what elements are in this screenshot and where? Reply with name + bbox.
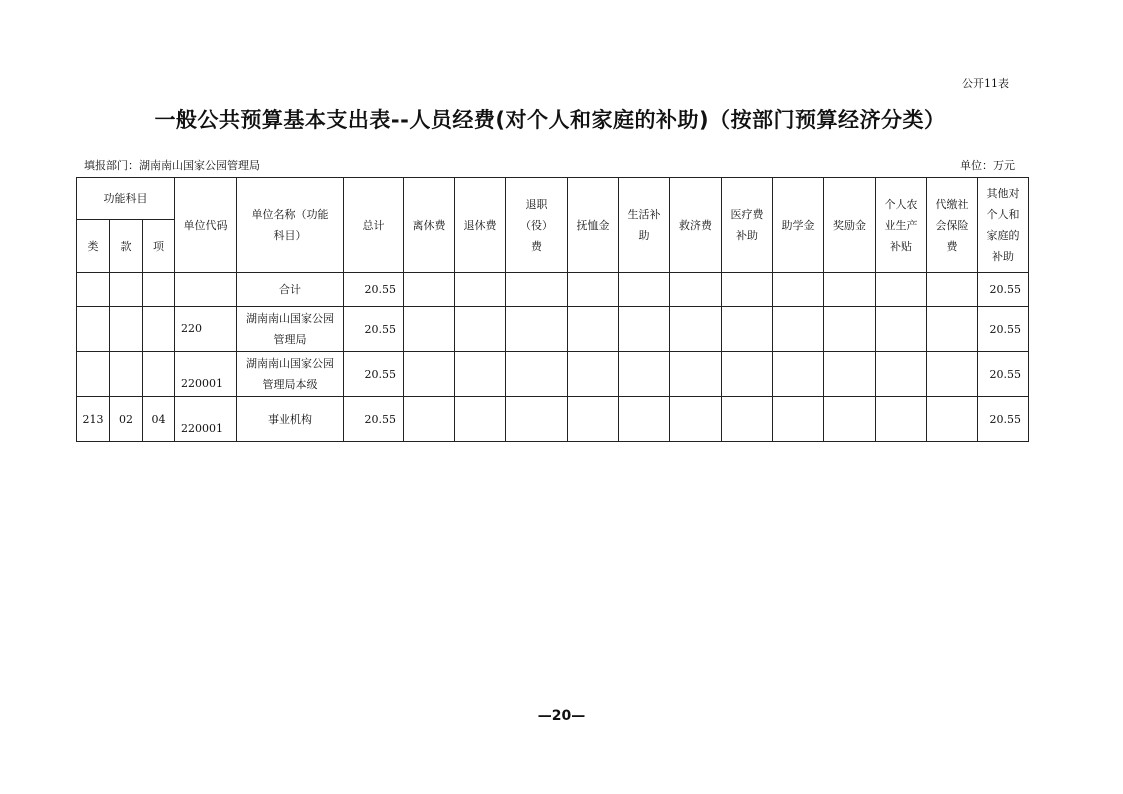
header-kuan: 款 bbox=[110, 220, 143, 273]
header-daijiao: 代缴社会保险费 bbox=[927, 178, 978, 273]
page-title: 一般公共预算基本支出表--人员经费(对个人和家庭的补助)（按部门预算经济分类） bbox=[154, 108, 946, 132]
header-shenghuo: 生活补助 bbox=[619, 178, 670, 273]
cell-kuan bbox=[110, 273, 143, 307]
form-number: 公开11表 bbox=[962, 77, 1009, 90]
cell-total: 20.55 bbox=[344, 307, 404, 352]
cell-total: 20.55 bbox=[344, 397, 404, 442]
cell-unit-code: 220001 bbox=[175, 352, 237, 397]
header-fuxu: 抚恤金 bbox=[568, 178, 619, 273]
header-tuizhi: 退职（役）费 bbox=[506, 178, 568, 273]
cell-unit-code bbox=[175, 273, 237, 307]
table-row bbox=[77, 307, 1029, 352]
cell-total: 20.55 bbox=[344, 352, 404, 397]
header-jiangli: 奖励金 bbox=[824, 178, 876, 273]
cell-xiang: 04 bbox=[143, 397, 175, 442]
cell-total: 20.55 bbox=[344, 273, 404, 307]
cell-lei bbox=[77, 273, 110, 307]
cell-lei: 213 bbox=[77, 397, 110, 442]
cell-unit-code: 220 bbox=[175, 307, 237, 352]
cell-other-subsidy: 20.55 bbox=[978, 307, 1029, 352]
header-yiliao: 医疗费补助 bbox=[722, 178, 773, 273]
unit-label: 单位：万元 bbox=[960, 159, 1015, 172]
header-unit-name: 单位名称（功能科目） bbox=[237, 178, 344, 273]
page-number: —20— bbox=[537, 708, 586, 724]
cell-lei bbox=[77, 352, 110, 397]
table-row bbox=[77, 352, 1029, 397]
cell-kuan: 02 bbox=[110, 397, 143, 442]
cell-lei bbox=[77, 307, 110, 352]
cell-xiang bbox=[143, 352, 175, 397]
header-xiang: 项 bbox=[143, 220, 175, 273]
cell-other-subsidy: 20.55 bbox=[978, 352, 1029, 397]
cell-unit-name: 湖南南山国家公园管理局 bbox=[237, 307, 344, 352]
cell-unit-name: 事业机构 bbox=[237, 397, 344, 442]
cell-kuan bbox=[110, 352, 143, 397]
cell-other-subsidy: 20.55 bbox=[978, 273, 1029, 307]
header-total: 总计 bbox=[344, 178, 404, 273]
header-lixiu: 离休费 bbox=[404, 178, 455, 273]
header-row-1 bbox=[77, 178, 1029, 220]
header-unit-code: 单位代码 bbox=[175, 178, 237, 273]
header-lei: 类 bbox=[77, 220, 110, 273]
cell-xiang bbox=[143, 307, 175, 352]
header-jiuji: 救济费 bbox=[670, 178, 722, 273]
header-nongye: 个人农业生产补贴 bbox=[876, 178, 927, 273]
cell-kuan bbox=[110, 307, 143, 352]
header-func-subject: 功能科目 bbox=[77, 178, 175, 220]
header-qita: 其他对个人和家庭的补助 bbox=[978, 178, 1029, 273]
cell-xiang bbox=[143, 273, 175, 307]
header-zhuxue: 助学金 bbox=[773, 178, 824, 273]
cell-unit-code: 220001 bbox=[175, 397, 237, 442]
cell-other-subsidy: 20.55 bbox=[978, 397, 1029, 442]
cell-unit-name: 合计 bbox=[237, 273, 344, 307]
reporting-department: 填报部门：湖南南山国家公园管理局 bbox=[84, 159, 260, 172]
table-row bbox=[77, 397, 1029, 442]
cell-unit-name: 湖南南山国家公园管理局本级 bbox=[237, 352, 344, 397]
header-tuixiu: 退休费 bbox=[455, 178, 506, 273]
expenditure-table bbox=[76, 177, 1029, 442]
table-row bbox=[77, 273, 1029, 307]
